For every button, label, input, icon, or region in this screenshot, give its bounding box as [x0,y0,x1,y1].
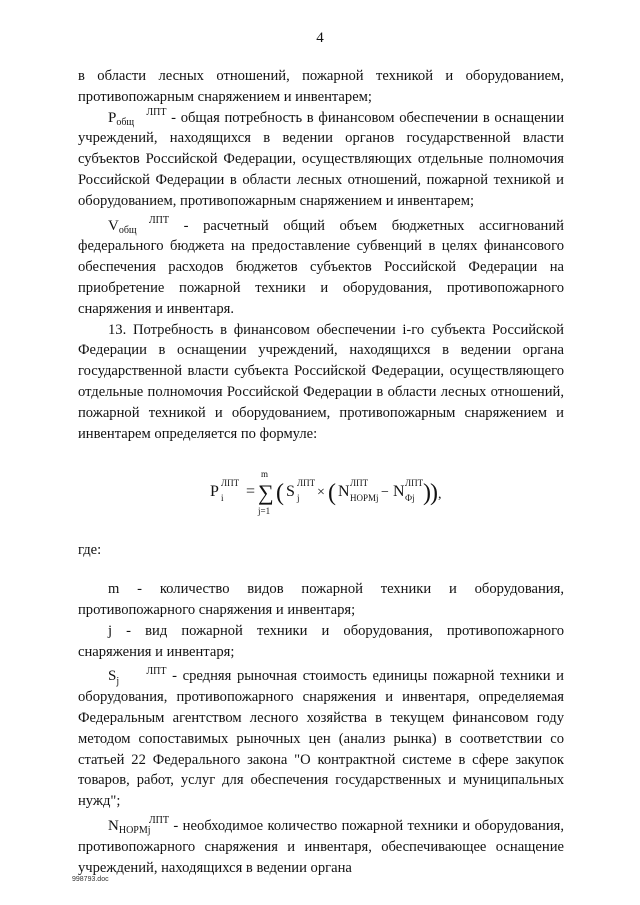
dash: - [137,581,143,598]
formula-equals: = [246,483,256,501]
definition-text: необходимое количество пожарной техники и оборудования, противопожарного снаряжения и инвентаря, обеспечивающее оснащение учреждений, находящихся в ведении органа [78,817,564,876]
dash: - [171,109,177,126]
symbol-j: j [108,622,113,639]
symbol-p-total: P ЛПТ общ [108,107,167,129]
formula-paren-close-2: ) [423,480,431,507]
formula-lhs: P [210,483,219,501]
definition-n-norm [78,816,564,878]
symbol-m: m [108,581,120,598]
formula-lhs-sub: i [221,493,224,504]
formula-n-norm: N [338,483,350,501]
formula-n-norm-sup: ЛПТ [350,478,369,489]
formula-comma: , [438,487,442,503]
symbol-n-norm: N ЛПТ НОРМj [108,815,169,837]
formula-paren-close: ) [430,480,438,507]
paragraph-continuation: в области лесных отношений, пожарной техникой и оборудованием, противопожарным снаряжением и инвентарем; [78,68,564,105]
definition-text: вид пожарной техники и оборудования, противопожарного снаряжения и инвентаря; [78,622,564,660]
formula-graphic [210,452,450,536]
formula-sum-bottom: j=1 [258,506,271,517]
formula-paren-open: ( [276,480,284,507]
formula-minus: − [381,485,389,501]
page-number: 4 [316,30,324,46]
definition-j [78,621,564,663]
formula-s-sup: ЛПТ [297,478,316,489]
dash: - [183,217,189,234]
definition-m [78,579,564,621]
formula-s: S [286,483,295,501]
document-body [78,66,564,878]
paragraph-13: 13. Потребность в финансовом обеспечении i-го субъекта Российской Федерации в оснащении учреждений, находящихся в ведении органа государственной власти субъекта Российской Федерации, осуществляющего отдельные полномочия Российской Федерации в области лесных отношений, пожарной техникой и оборудованием, противопожарным снаряжением и инвентарем определяется по формуле: [78,321,564,442]
footer-filename: 998793.doc [72,876,109,883]
formula-s-sub: j [297,493,300,504]
formula-times: × [317,485,325,501]
dash: - [173,817,179,834]
formula-n-fact: N [393,483,405,501]
definition-p-total [78,108,564,212]
formula-n-fact-sub: Фj [405,493,415,504]
formula-n-norm-sub: НОРМj [350,493,379,504]
symbol-s: S ЛПТ j [108,665,167,687]
definition-text: расчетный общий объем бюджетных ассигнований федерального бюджета на предоставление субвенций в целях финансового обеспечения расходов бюджетов субъектов Российской Федерации на приобретение пожарной техники и оборудования, противопожарного снаряжения и инвентаря. [78,217,564,317]
definition-text: средняя рыночная стоимость единицы пожарной техники и оборудования, противопожарного снаряжения и инвентаря, определяемая Федеральным агентством лесного хозяйства в текущем финансовом году методом сопоставимых рыночных цен (анализ рынка) в соответствии со статьей 22 Федерального закона "О контрактной системе в сфере закупок товаров, работ, услуг для обеспечения государственных и муниципальных нужд"; [78,668,564,810]
dash: - [126,622,132,639]
formula-paren-open-2: ( [328,480,336,507]
where-label: где: [78,542,102,559]
definition-s [78,666,564,812]
formula-sum-sign: ∑ [258,480,274,506]
dash: - [172,668,177,685]
formula-n-fact-sup: ЛПТ [405,478,424,489]
formula-lhs-sup: ЛПТ [221,478,240,489]
formula [78,452,564,536]
definition-v-total [78,216,564,320]
definition-text: количество видов пожарной техники и оборудования, противопожарного снаряжения и инвентаря; [78,581,564,618]
formula-sum-top: m [261,469,269,480]
symbol-v-total: V ЛПТ общ [108,215,169,237]
definition-text: общая потребность в финансовом обеспечении в оснащении учреждений, находящихся в ведении органов государственной власти субъектов Российской Федерации, осуществляющих отдельные полномочия Российской Федерации в области лесных отношений, пожарной техникой и оборудованием, противопожарным снаряжением и инвентарем; [78,109,565,209]
